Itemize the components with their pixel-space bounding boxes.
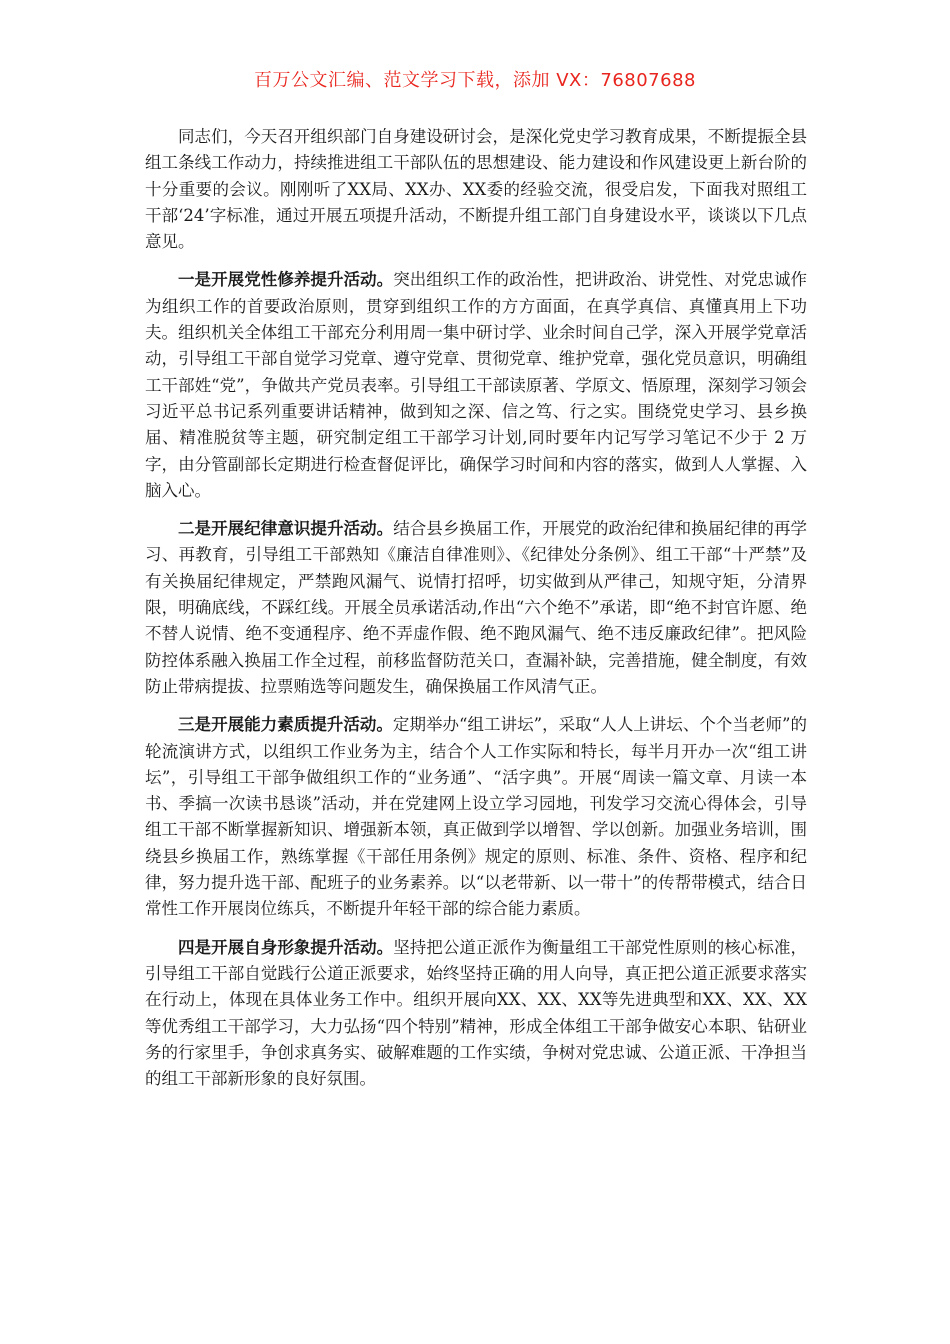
paragraph-discipline — [145, 516, 807, 700]
paragraph-text: 同志们，今天召开组织部门自身建设研讨会，是深化党史学习教育成果，不断提振全县组工条线工作动力，持续推进组工干部队伍的思想建设、能力建设和作风建设更上新台阶的十分重要的会议。刚刚听了XX局、XX办、XX委的经验交流，很受启发，下面我对照组工干部‘24’字标准，通过开展五项提升活动，不断提升组工部门自身建设水平，谈谈以下几点意见。 — [145, 127, 807, 252]
paragraph-lead: 一是开展党性修养提升活动。 — [178, 270, 394, 290]
paragraph-text: 结合县乡换届工作，开展党的政治纪律和换届纪律的再学习、再教育，引导组工干部熟知《廉洁自律准则》、《纪律处分条例》、组工干部“十严禁”及有关换届纪律规定，严禁跑风漏气、说情打招呼，切实做到从严律己，知规守矩，分清界限，明确底线，不踩红线。开展全员承诺活动,作出“六个绝不”承诺，即“绝不封官许愿、绝不替人说情、绝不变通程序、绝不弄虚作假、绝不跑风漏气、绝不违反廉政纪律”。把风险防控体系融入换届工作全过程，前移监督防范关口，查漏补缺，完善措施，健全制度，有效防止带病提拔、拉票贿选等问题发生，确保换届工作风清气正。 — [145, 519, 808, 696]
paragraph-text: 突出组织工作的政治性，把讲政治、讲党性、对党忠诚作为组织工作的首要政治原则，贯穿到组织工作的方方面面，在真学真信、真懂真用上下功夫。组织机关全体组工干部充分利用周一集中研讨学、业余时间自己学，深入开展学党章活动，引导组工干部自觉学习党章、遵守党章、贯彻党章、维护党章，强化党员意识，明确组工干部姓“党”，争做共产党员表率。引导组工干部读原著、学原文、悟原理，深刻学习领会习近平总书记系列重要讲话精神，做到知之深、信之笃、行之实。围绕党史学习、县乡换届、精准脱贫等主题，研究制定组工干部学习计划,同时要年内记写学习笔记不少于 2 万字，由分管副部长定期进行检查督促评比，确保学习时间和内容的落实，做到人人掌握、入脑入心。 — [145, 270, 808, 500]
paragraph-image — [145, 935, 807, 1093]
document-body — [145, 124, 807, 1104]
paragraph-lead: 三是开展能力素质提升活动。 — [178, 715, 393, 735]
watermark-banner: 百万公文汇编、范文学习下载，添加 VX：76807688 — [254, 70, 696, 91]
paragraph-lead: 二是开展纪律意识提升活动。 — [178, 519, 394, 539]
paragraph-lead: 四是开展自身形象提升活动。 — [178, 937, 394, 957]
paragraph-text: 坚持把公道正派作为衡量组工干部党性原则的核心标准，引导组工干部自觉践行公道正派要求，始终坚持正确的用人向导，真正把公道正派要求落实在行动上，体现在具体业务工作中。组织开展向XX、XX、XX等先进典型和XX、XX、XX等优秀组工干部学习，大力弘扬“四个特别”精神，形成全体组工干部争做安心本职、钻研业务的行家里手，争创求真务实、破解难题的工作实绩，争树对党忠诚、公道正派、干净担当的组工干部新形象的良好氛围。 — [145, 937, 808, 1089]
paragraph-party-spirit — [145, 267, 807, 504]
paragraph-intro — [145, 124, 807, 255]
paragraph-ability — [145, 712, 807, 922]
paragraph-text: 定期举办“组工讲坛”，采取“人人上讲坛、个个当老师”的轮流演讲方式，以组织工作业务为主，结合个人工作实际和特长，每半月开办一次“组工讲坛”，引导组工干部争做组织工作的“业务通”、“活字典”。开展“周读一篇文章、月读一本书、季搞一次读书恳谈”活动，并在党建网上设立学习园地，刊发学习交流心得体会，引导组工干部不断掌握新知识、增强新本领，真正做到学以增智、学以创新。加强业务培训，围绕县乡换届工作，熟练掌握《干部任用条例》规定的原则、标准、条件、资格、程序和纪律，努力提升选干部、配班子的业务素养。以“以老带新、以一带十”的传帮带模式，结合日常性工作开展岗位练兵，不断提升年轻干部的综合能力素质。 — [145, 715, 807, 919]
